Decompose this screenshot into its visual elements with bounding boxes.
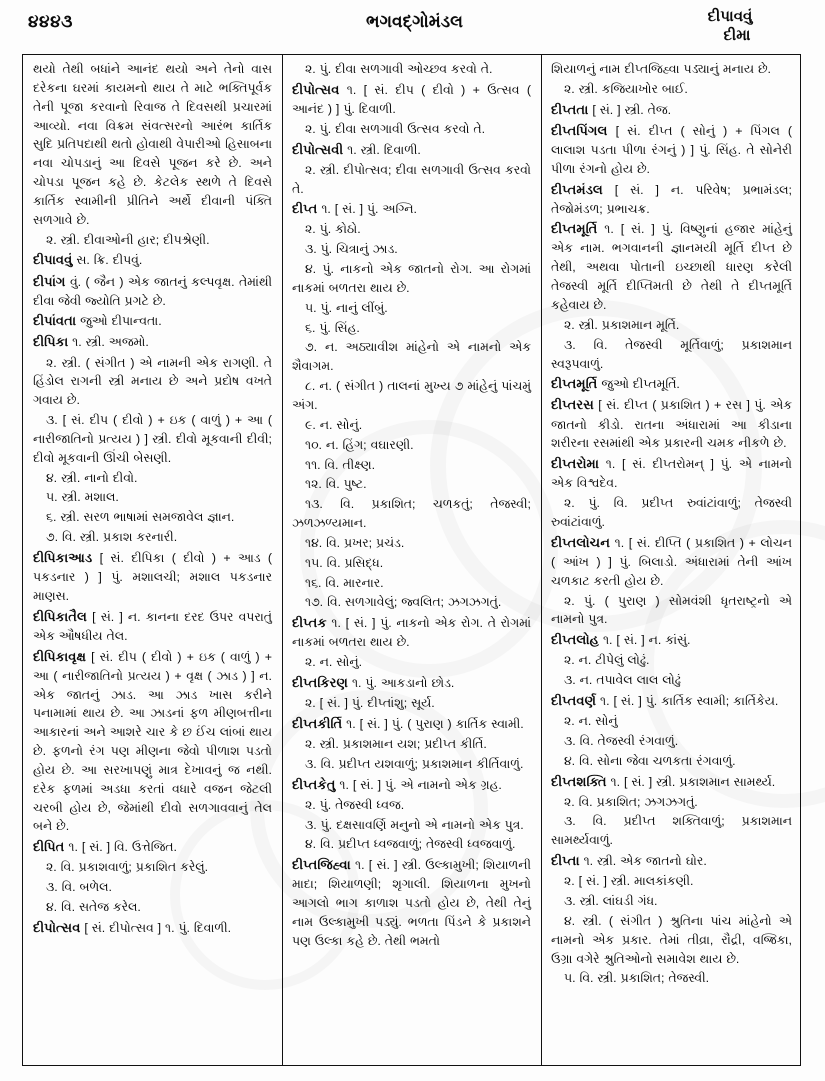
entry-sense: ૧૭. વિ. સળગાવેલું; જ્વલિત; ઝગઝગતું.	[305, 595, 502, 610]
entry-definition: ૧. સ્ત્રી. એક જાતનો ઘોર.	[579, 854, 707, 869]
entry-definition: ૧. [ સં. ] પું. નાકનો એક રોગ. તે રોગમાં નાકમાં બળતરા થાય છે.	[292, 616, 531, 650]
entry-sense: ૨. સ્ત્રી. ( સંગીત ) એ નામની એક રાગણી. તે હિંડોલ રાગની સ્ત્રી મનાય છે અને પ્રદોષ વખતે ગવાય છે.	[33, 355, 272, 408]
dictionary-entry	[33, 250, 272, 270]
dictionary-entry	[551, 454, 792, 493]
dictionary-entry	[33, 918, 272, 938]
entry-sense: ૩. વિ. બળેલ.	[46, 880, 112, 895]
entry-sense: ૨. પું. વિ. પ્રદીપ્ત રુવાંટાંવાળું; તેજસ્વી રુવાંટાંવાળું.	[551, 496, 792, 529]
guide-word-first: દીપાવવું	[707, 8, 753, 25]
entry-sense: ૨. વિ. પ્રકાશવાળું; પ્રકાશિત કરેલું.	[46, 860, 209, 875]
entry-definition: ૧. [ સં. ] પું. કાર્તિક સ્વામી; કાર્તિકેય.	[596, 693, 779, 708]
dictionary-entry	[551, 691, 792, 711]
entry-headword: દીપ્તમંડલ	[551, 181, 603, 197]
dictionary-entry	[33, 607, 272, 646]
entry-sense: ૯. ન. સોનું.	[305, 417, 363, 432]
guide-words	[665, 8, 795, 46]
entry-sense: ૧૩. વિ. પ્રકાશિત; ચળકતું; તેજસ્વી; ઝળઝળ્યમાન.	[292, 497, 531, 531]
running-head	[26, 8, 803, 52]
entry-headword: દીપિત	[33, 839, 65, 855]
dictionary-entry	[551, 180, 792, 219]
entry-sense: ૧૬. વિ. મારનાર.	[305, 575, 384, 590]
entry-headword: દીપ્તકેતુ	[292, 776, 336, 792]
entry-definition: વું. ( જૈન ) એક જાતનું કલ્પવૃક્ષ. તેમાંથી દીવા જેવી જ્યોતિ પ્રગટે છે.	[33, 274, 272, 308]
entry-headword: દીપ્તમૂર્તિ	[551, 221, 598, 237]
dictionary-entry	[292, 199, 531, 219]
entry-sense: ૬. સ્ત્રી. સરળ ભાષામાં સમજાવેલ જ્ઞાન.	[46, 510, 235, 525]
entry-definition: ૧. [ સં. ] પું. વિષ્ણુનાં હજાર માંહેનું એક નામ. ભગવાનની જ્ઞાનમયી મૂર્તિ દીપ્ત છે તેથી, અથવા પોતાની ઇચ્છાથી ધારણ કરેલી તેજસ્વી મૂર્તિ દીપ્તિમતી છે તેથી તે દીપ્તમૂર્તિ કહેવાય છે.	[551, 222, 792, 312]
entry-headword: દીપ્તમૂર્તિ	[551, 376, 598, 392]
entry-headword: દીપિકા	[33, 334, 69, 350]
entry-headword: દીપ્તપિંગલ	[551, 122, 608, 138]
entry-headword: દીપોત્સવ	[33, 919, 81, 935]
entry-sense: ૫. વિ. સ્ત્રી. પ્રકાશિત; તેજસ્વી.	[564, 971, 710, 986]
dictionary-entry	[292, 714, 531, 734]
entry-sense: ૩. વિ. પ્રદીપ્ત શક્તિવાળું; પ્રકાશમાન સામર્થ્યવાળું.	[551, 814, 792, 848]
entry-headword: દીપાંગ	[33, 273, 66, 289]
entry-definition: ૧. પું. આકડાનો છોડ.	[348, 676, 455, 691]
entry-definition: સ. ક્રિ. દીપવું.	[72, 253, 143, 268]
dictionary-entry	[292, 673, 531, 693]
entry-headword: દીપ્તકીર્તિ	[292, 715, 343, 731]
entry-sense: ૩. પું. ચિત્રાનું ઝાડ.	[305, 242, 398, 257]
dictionary-entry	[551, 772, 792, 792]
entry-definition: ૧. [ સં. ] વિ. ઉત્તેજિત.	[64, 840, 177, 855]
entry-sense: ૪. વિ. સોના જેવા ચળકતા રંગવાળું.	[564, 753, 736, 768]
entry-sense: ૧૦. ન. હિંગ; વઘારણી.	[305, 437, 414, 452]
entry-sense: ૨. [ સં. ] પું. દીપ્તાંશુ; સૂર્ય.	[305, 696, 435, 711]
dictionary-entry	[551, 100, 792, 120]
guide-word-last: દીમા	[723, 26, 751, 44]
entry-headword: દીપ્તલોચન	[551, 534, 611, 550]
dictionary-entry	[551, 121, 792, 179]
entry-sense: ૫. સ્ત્રી. મશાલ.	[46, 490, 119, 505]
entry-definition: ૧. સ્ત્રી. દિવાળી.	[343, 142, 421, 157]
entry-definition: ૧. [ સં. ] પું. ( પુરાણ ) કાર્તિક સ્વામી.	[342, 716, 524, 731]
entry-sense: ૨. ન. સોનું	[564, 714, 618, 729]
entry-sense: ૪. વિ. પ્રદીપ્ત ધ્વજવાળું; તેજસ્વી ધ્વજવાળું.	[305, 837, 516, 852]
entry-headword: દીપ્તરસ	[551, 397, 594, 413]
entry-sense: ૨. પું. દીવા સળગાવી ઓચ્છવ કરવો તે.	[305, 62, 493, 76]
entry-sense: ૨. સ્ત્રી. પ્રકાશમાન યશ; પ્રદીપ્ત કીર્તિ.	[305, 737, 487, 751]
entry-sense: ૩. વિ. તેજસ્વી રંગવાળું.	[564, 733, 679, 748]
entry-headword: દીપ્તા	[551, 853, 580, 869]
dictionary-entry	[33, 548, 272, 606]
entry-sense: ૩. સ્ત્રી. લાંઘડી ગંધ.	[564, 894, 658, 909]
dictionary-entry	[292, 80, 531, 119]
dictionary-entry	[33, 332, 272, 352]
book-title: ભગવદ્ગોમંડલ	[366, 12, 463, 31]
entry-sense: ૧૧. વિ. તીક્ષ્ણ.	[305, 457, 376, 472]
entry-sense: ૩. [ સં. દીપ ( દીવો ) + ઇક ( વાળું ) + આ ( નારીજાતિનો પ્રત્યય ) ] સ્ત્રી. દીવો મૂકવાની દીવી; દીવો મૂકવાની ઊંચી બેસણી.	[33, 413, 272, 465]
entry-sense: ૨. [ સં. ] સ્ત્રી. માલકાંકણી.	[564, 874, 694, 889]
entry-headword: દીપ્તવર્ણ	[551, 692, 597, 708]
entry-headword: દીપિકાઆડ	[33, 549, 93, 565]
continued-paragraph: થયો તેથી બધાંને આનંદ થયો અને તેનો વાસ દરેકના ઘરમાં કાયમનો થાય તે માટે ભક્તિપૂર્વક તેની પૂજા કરવાનો રિવાજ તે દિવસથી પ્રચારમાં આવ્યો. નવા વિક્રમ સંવત્સરનો આરંભ કાર્તિક સુદિ પ્રતિપદાથી થતો હોવાથી વેપારીઓ હિસાબના નવા ચોપડાનું આ દિવસે પૂજન કરે છે. અને ચોપડા પૂજન કહે છે. કેટલેક સ્થળે તે દિવસે કાર્તિક સ્વામીની પ્રીતિને અર્થે દીવાની પંક્તિ સળગાવે છે.	[33, 62, 272, 227]
column-3	[540, 54, 801, 1066]
dictionary-entry	[33, 837, 272, 857]
dictionary-entry	[292, 855, 531, 950]
entry-sense: ૨. સ્ત્રી. પ્રકાશમાન મૂર્તિ.	[564, 317, 680, 332]
entry-definition: ૧. [ સં. દીપ ( દીવો ) + ઉત્સવ ( આનંદ ) ] પું. દિવાળી.	[292, 82, 531, 116]
entry-definition: ૧. [ સં. ] પું. અગ્નિ.	[317, 202, 417, 217]
entry-headword: દીપોત્સવી	[292, 141, 344, 157]
entry-definition: ૧. [ સં. ] પું. એ નામનો એક ગ્રહ.	[335, 777, 502, 792]
column-2	[281, 54, 540, 1066]
entry-definition: ૧. [ સં. ] સ્ત્રી. પ્રકાશમાન સામર્થ્ય.	[606, 774, 776, 789]
entry-definition: [ સં. ] સ્ત્રી. તેજ.	[588, 102, 672, 117]
entry-headword: દીપ્તલોહ	[551, 632, 600, 648]
entry-sense: ૧૪. વિ. પ્રખર; પ્રચંડ.	[305, 535, 405, 550]
entry-definition: [ સં. દીપોત્સવ ] ૧. પું. દિવાળી.	[80, 920, 232, 935]
entry-sense: ૧૨. વિ. પુષ્ટ.	[305, 477, 367, 492]
entry-definition: [ સં. ] ન. પરિવેષ; પ્રભામંડલ; તેજોમંડળ; પ્રભાચક્ર.	[551, 182, 792, 216]
entry-headword: દીપિકાતૈલ	[33, 608, 87, 624]
entry-definition: ૧. [ સં. ] ન. કાંસું.	[599, 633, 691, 648]
dictionary-entry	[33, 311, 272, 331]
entry-sense: ૪. પું. નાકનો એક જાતનો રોગ. આ રોગમાં નાકમાં બળતરા થાય છે.	[292, 262, 531, 295]
entry-definition: ૧. [ સં. દીપ્તિ ( પ્રકાશિત ) + લોચન ( આંખ ) ] પું. બિલાડો. અંધારામાં તેની આંખ ચળકાટ કરતી હોય છે.	[551, 535, 792, 588]
continued-paragraph: શિયાળનું નામ દીપ્તજિહ્વા પડ્યાનું મનાય છે.	[551, 62, 771, 76]
dictionary-entry	[551, 533, 792, 591]
entry-definition: જુઓ દીપ્તમૂર્તિ.	[597, 377, 680, 392]
entry-definition: ૧. સ્ત્રી. અજમો.	[68, 335, 149, 350]
entry-definition: [ સં. દીપ્ત ( પ્રકાશિત ) + રસ ] પું. એક જાતનો કીડો. રાતના અંધારામાં આ કીડાના શરીરના રસમાંથી એક પ્રકારની ચમક નીકળે છે.	[551, 398, 792, 451]
entry-sense: ૨. વિ. પ્રકાશિત; ઝગઝગતું.	[564, 794, 698, 809]
dictionary-entry	[292, 775, 531, 795]
page-number: ૪૪૪૩	[28, 12, 73, 31]
dictionary-entry	[292, 140, 531, 160]
dictionary-entry	[551, 374, 792, 394]
dictionary-entry	[551, 630, 792, 650]
entry-headword: દીપ્તજિહ્વા	[292, 857, 351, 873]
entry-sense: ૨. ન. સોનું.	[305, 655, 363, 670]
entry-sense: ૪. સ્ત્રી. ( સંગીત ) શ્રુતિના પાંચ માંહેનો એ નામનો એક પ્રકાર. તેમાં તીવ્રા, રૌદ્રી, વજ્રિકા, ઉગ્રા વગેરે શ્રુતિઓનો સમાવેશ થાય છે.	[551, 913, 792, 966]
entry-sense: ૨. પું. દીવા સળગાવી ઉત્સવ કરવો તે.	[305, 121, 486, 136]
dictionary-entry	[33, 647, 272, 837]
entry-definition: [ સં. દીપિકા ( દીવો ) + આડ ( પકડનાર ) ] પું. મશાલચી; મશાલ પકડનાર માણસ.	[33, 550, 272, 603]
entry-headword: દીપિકાવૃક્ષ	[33, 648, 87, 664]
entry-headword: દીપાવવું	[33, 252, 73, 268]
entry-sense: ૬. પું. સિંહ.	[305, 320, 360, 335]
entry-definition: જુઓ દીપાન્વતા.	[76, 314, 162, 329]
entry-sense: ૩. ન. તપાવેલ લાલ લોઢું	[564, 673, 681, 688]
entry-headword: દીપ્ત	[292, 201, 318, 217]
entry-sense: ૩. વિ. પ્રદીપ્ત યશવાળું; પ્રકાશમાન કીર્તિવાળું.	[305, 756, 524, 771]
entry-headword: દીપ્તક	[292, 615, 327, 631]
entry-sense: ૩. વિ. તેજસ્વી મૂર્તિવાળું; પ્રકાશમાન સ્વરૂપવાળું.	[551, 337, 792, 371]
entry-definition: [ સં. ] ન. કાનના દરદ ઉપર વપરાતું એક ઔષધીય તેલ.	[33, 609, 272, 643]
entry-sense: ૭. ન. અઠ્યાવીશ માંહેનો એ નામનો એક શૈવાગમ.	[292, 340, 531, 374]
columns-container	[22, 54, 801, 1066]
entry-sense: ૧૫. વિ. પ્રસિદ્ધ.	[305, 555, 384, 570]
dictionary-entry	[292, 613, 531, 652]
entry-sense: ૪. સ્ત્રી. નાનો દીવો.	[46, 470, 138, 485]
dictionary-entry	[551, 219, 792, 314]
entry-headword: દીપ્તશક્તિ	[551, 773, 607, 789]
column-1	[22, 54, 281, 1066]
entry-sense: ૨. સ્ત્રી. કજિયાખોર બાઈ.	[564, 81, 688, 96]
dictionary-entry	[33, 272, 272, 311]
entry-sense: ૨. સ્ત્રી. દીપોત્સવ; દીવા સળગાવી ઉત્સવ કરવો તે.	[292, 162, 531, 196]
entry-sense: ૨. પું. ( પુરાણ ) સોમવંશી ધૃતરાષ્ટ્રનો એ નામનો પુત્ર.	[551, 593, 792, 627]
entry-headword: દીપ્તકિરણ	[292, 675, 348, 691]
entry-sense: ૫. પું. નાનું લીંબું.	[305, 300, 388, 315]
entry-headword: દીપાંવતા	[33, 313, 77, 329]
entry-sense: ૨. સ્ત્રી. દીવાઓની હાર; દીપશ્રેણી.	[46, 232, 210, 247]
dictionary-entry	[551, 395, 792, 453]
entry-headword: દીપ્તરોમા	[551, 456, 600, 472]
entry-sense: ૪. વિ. સતેજ કરેલ.	[46, 900, 141, 915]
entry-sense: ૩. પું. દક્ષસાવર્ણિ મનુનો એ નામનો એક પુત્ર.	[305, 817, 524, 832]
entry-definition: ૧. [ સં. દીપ્તરોમન્ ] પું. એ નામનો એક વિશ્વદેવ.	[551, 457, 792, 491]
entry-definition: ૧. [ સં. ] સ્ત્રી. ઉલ્કામુખી; શિયાળની માદા; શિયાળણી; શૃગાલી. શિયાળના મુખનો આગલો ભાગ કાળાશ પડતો હોય છે, તેથી તેનું નામ ઉલ્કામુખી પડ્યું. ભળતા પિંડને કે પ્રકાશને પણ ઉલ્કા કહે છે. તેથી ભમતો	[292, 858, 531, 948]
entry-definition: [ સં. દીપ્ત ( સોનું ) + પિંગલ ( લાલાશ પડતા પીળા રંગનું ) ] પું. સિંહ. તે સોનેરી પીળા રંગનો હોય છે.	[551, 123, 792, 176]
entry-sense: ૭. વિ. સ્ત્રી. પ્રકાશ કરનારી.	[46, 530, 178, 545]
entry-headword: દીપ્તતા	[551, 101, 589, 117]
entry-sense: ૨. પું. કોઠો.	[305, 222, 361, 237]
entry-definition: [ સં. દીપ ( દીવો ) + ઇક ( વાળું ) + આ ( નારીજાતિનો પ્રત્યય ) + વૃક્ષ ( ઝાડ ) ] ન. એક જાતનું ઝાડ. આ ઝાડ ખાસ કરીને પનામામાં થાય છે. આ ઝાડનાં ફળ મીણબત્તીના આકારનાં અને આશરે ચાર કે છ ઈંચ લાંબાં થાય છે. ફળનો રંગ પણ મીણના જેવો પીળાશ પડતો હોય છે. આ સરખાપણું માત્ર દેખાવનું જ નથી. દરેક ફળમાં અડધા કરતાં વધારે વજન જેટલી ચરબી હોય છે, જેમાંથી દીવો સળગાવવાનું તેલ બને છે.	[33, 649, 272, 834]
dictionary-entry	[551, 851, 792, 871]
entry-sense: ૨. ન. ટીપેલું લોઢું.	[564, 653, 650, 668]
entry-headword: દીપોત્સવ	[292, 81, 340, 97]
entry-sense: ૮. ન. ( સંગીત ) તાલનાં મુખ્ય ૭ માંહેનું પાંચમું અંગ.	[292, 379, 531, 412]
entry-sense: ૨. પું. તેજસ્વી ધ્વજ.	[305, 797, 405, 812]
